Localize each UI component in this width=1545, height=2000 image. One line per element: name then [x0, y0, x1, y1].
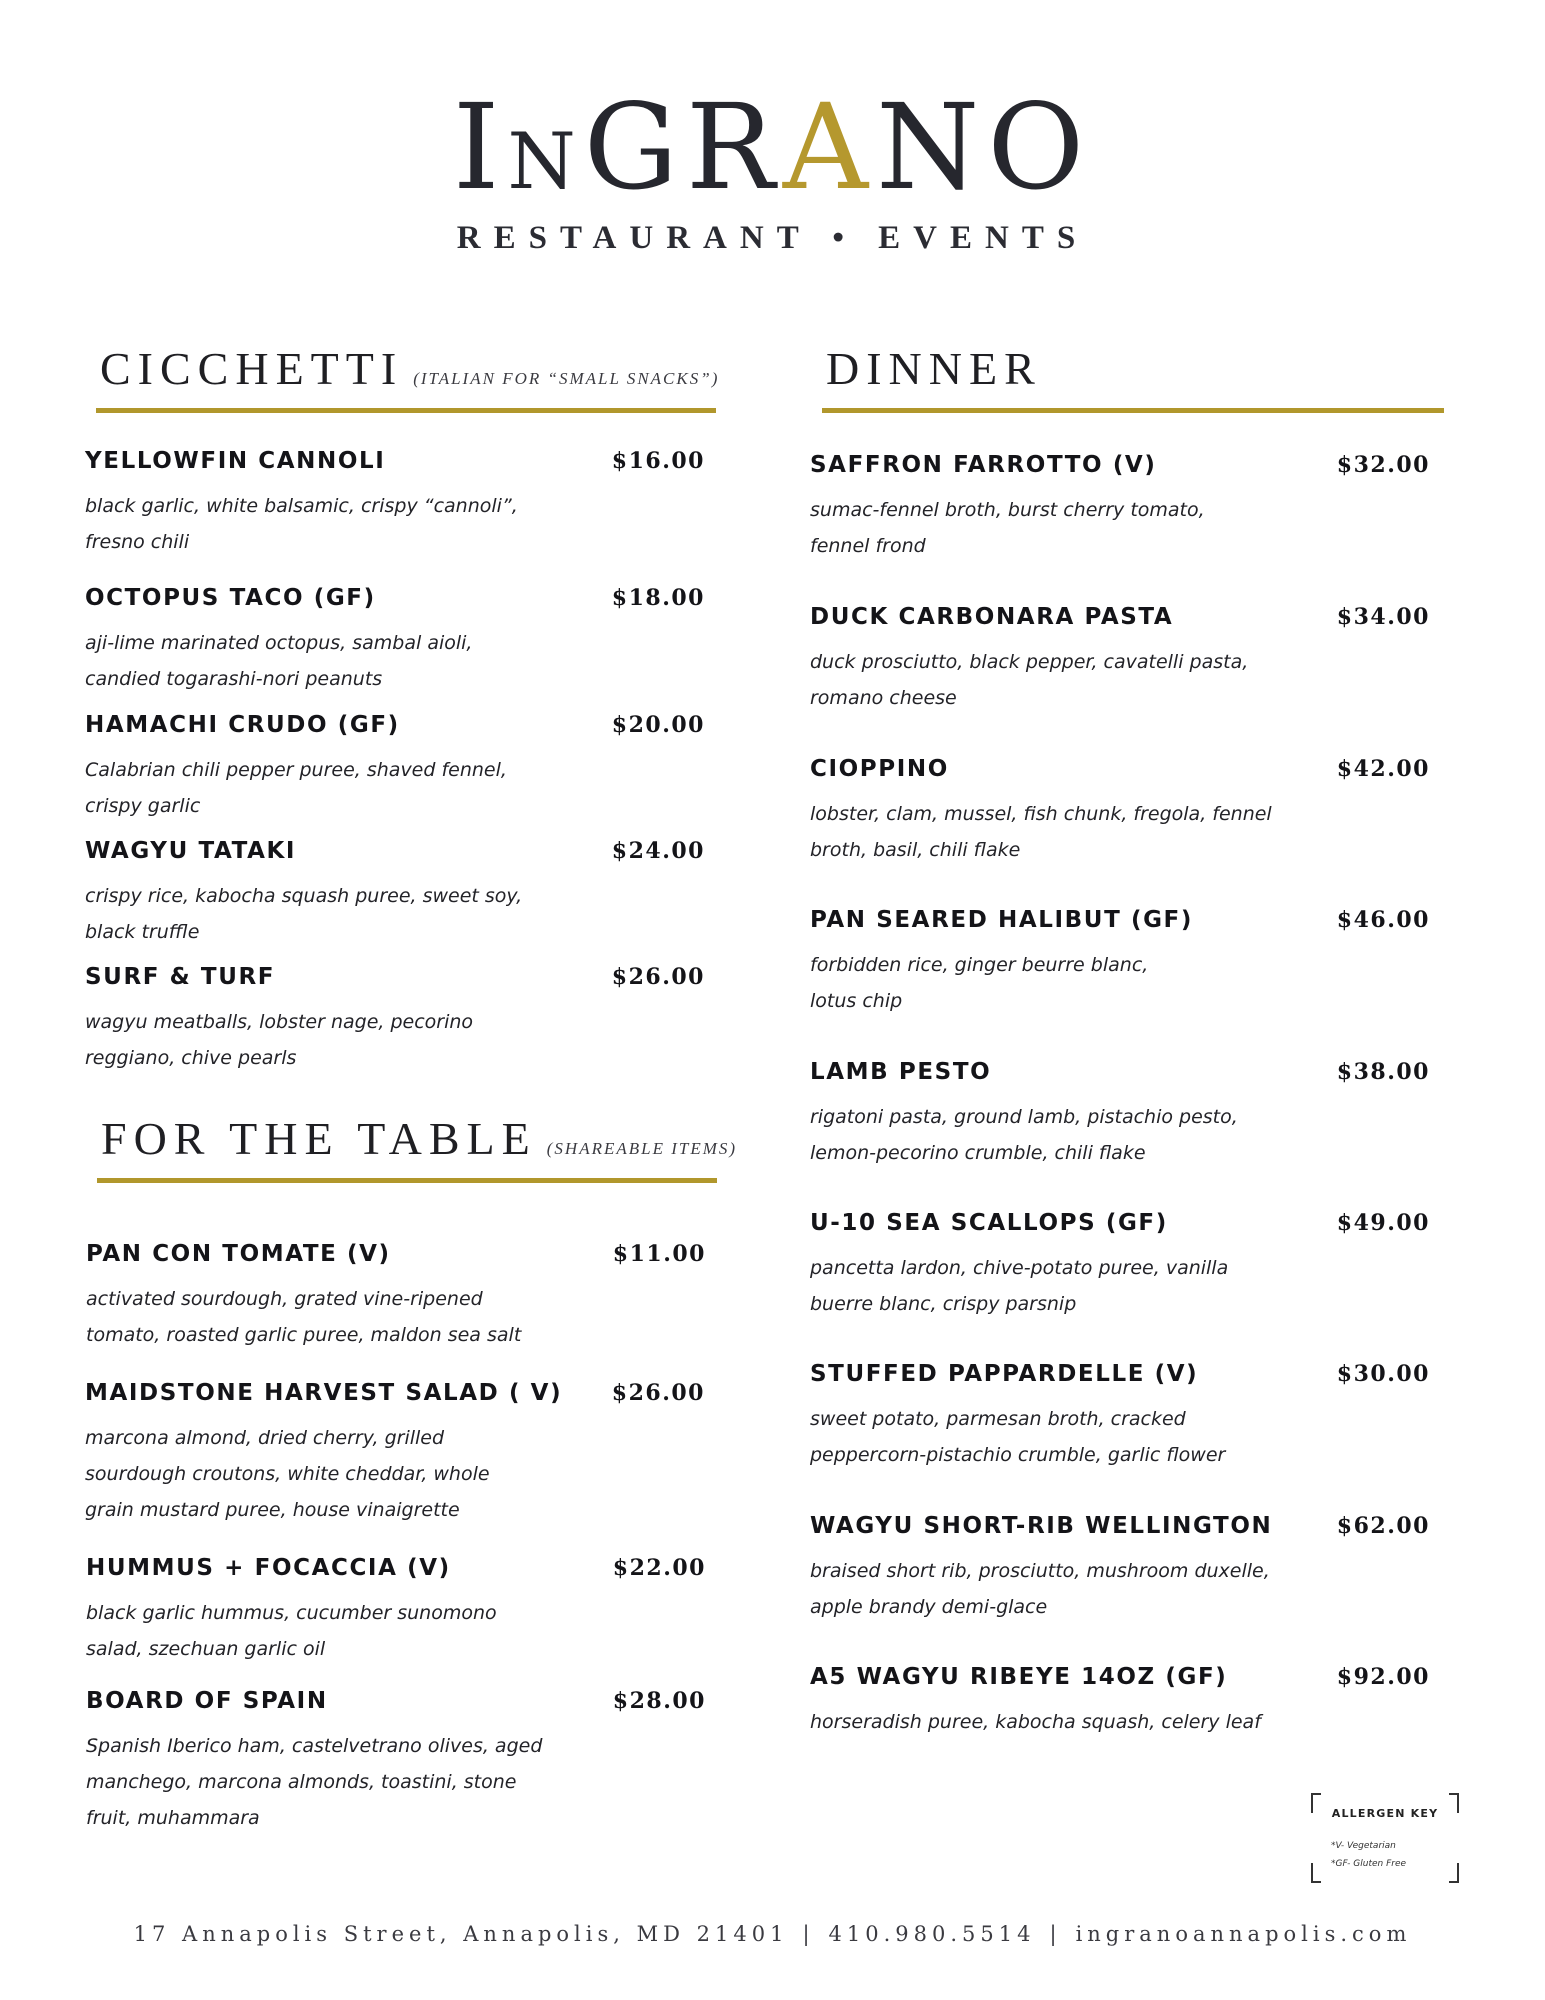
item-price: $92.00: [1336, 1664, 1430, 1690]
item-price: $30.00: [1336, 1361, 1430, 1387]
item-price: $49.00: [1336, 1210, 1430, 1236]
item-description: sumac-fennel broth, burst cherry tomato, fennel frond: [810, 499, 1205, 557]
item-name: WAGYU TATAKI: [85, 838, 297, 864]
allergen-key-title: ALLERGEN KEY: [1331, 1807, 1439, 1820]
item-name: YELLOWFIN CANNOLI: [85, 448, 386, 474]
cicchetti-rule: [96, 408, 716, 413]
footer-phone: 410.980.5514: [828, 1922, 1036, 1946]
item-name: MAIDSTONE HARVEST SALAD ( V): [85, 1380, 563, 1406]
dinner-rule: [822, 408, 1444, 413]
item-name: SAFFRON FARROTTO (V): [810, 452, 1157, 478]
item-name: U-10 SEA SCALLOPS (GF): [810, 1210, 1168, 1236]
restaurant-logo: INGRANO: [452, 78, 1093, 216]
item-price: $62.00: [1336, 1513, 1430, 1539]
item-price: $18.00: [611, 585, 705, 611]
item-description: crispy rice, kabocha squash puree, sweet soy, black truffle: [85, 885, 523, 943]
item-name: A5 WAGYU RIBEYE 14OZ (GF): [810, 1664, 1228, 1690]
item-description: aji-lime marinated octopus, sambal aioli, candied togarashi-nori peanuts: [85, 632, 473, 690]
for-the-table-rule: [97, 1178, 717, 1183]
item-price: $26.00: [611, 964, 705, 990]
item-price: $34.00: [1336, 604, 1430, 630]
item-name: DUCK CARBONARA PASTA: [810, 604, 1174, 630]
item-description: black garlic hummus, cucumber sunomono salad, szechuan garlic oil: [86, 1602, 497, 1660]
footer-contact: 17 Annapolis Street, Annapolis, MD 21401 | 410.980.5514 | ingranoannapolis.com: [133, 1922, 1412, 1946]
item-description: pancetta lardon, chive-potato puree, vanilla buerre blanc, crispy parsnip: [810, 1257, 1229, 1315]
item-name: HUMMUS + FOCACCIA (V): [86, 1555, 451, 1581]
footer-address: 17 Annapolis Street, Annapolis, MD 21401: [133, 1922, 789, 1946]
item-name: PAN SEARED HALIBUT (GF): [810, 907, 1193, 933]
item-price: $24.00: [611, 838, 705, 864]
item-name: BOARD OF SPAIN: [86, 1688, 328, 1714]
item-description: lobster, clam, mussel, fish chunk, fregola, fennel broth, basil, chili flake: [810, 803, 1272, 861]
logo-block: [0, 78, 1545, 257]
item-description: braised short rib, prosciutto, mushroom duxelle, apple brandy demi-glace: [810, 1560, 1270, 1618]
item-price: $22.00: [612, 1555, 706, 1581]
allergen-key-box: [1311, 1793, 1459, 1883]
item-name: OCTOPUS TACO (GF): [85, 585, 376, 611]
item-description: marcona almond, dried cherry, grilled sourdough croutons, white cheddar, whole grain mustard puree, house vinaigrette: [85, 1427, 490, 1521]
for-the-table-heading: [101, 1112, 737, 1165]
item-price: $16.00: [611, 448, 705, 474]
item-price: $32.00: [1336, 452, 1430, 478]
item-description: Spanish Iberico ham, castelvetrano olives, aged manchego, marcona almonds, toastini, stone fruit, muhammara: [86, 1735, 543, 1829]
item-name: STUFFED PAPPARDELLE (V): [810, 1361, 1199, 1387]
item-name: WAGYU SHORT-RIB WELLINGTON: [810, 1513, 1273, 1539]
cicchetti-heading: [100, 342, 719, 395]
item-name: SURF & TURF: [85, 964, 276, 990]
dinner-title: DINNER: [826, 343, 1042, 394]
allergen-key-vegetarian: *V- Vegetarian: [1331, 1841, 1396, 1851]
item-description: sweet potato, parmesan broth, cracked peppercorn-pistachio crumble, garlic flower: [810, 1408, 1226, 1466]
item-price: $28.00: [612, 1688, 706, 1714]
item-description: forbidden rice, ginger beurre blanc, lotus chip: [810, 954, 1149, 1012]
item-price: $38.00: [1336, 1059, 1430, 1085]
item-description: duck prosciutto, black pepper, cavatelli pasta, romano cheese: [810, 651, 1249, 709]
item-description: black garlic, white balsamic, crispy “cannoli”, fresno chili: [85, 495, 518, 553]
item-price: $42.00: [1336, 756, 1430, 782]
wheat-a-letter: A: [782, 78, 877, 216]
item-description: rigatoni pasta, ground lamb, pistachio pesto, lemon-pecorino crumble, chili flake: [810, 1106, 1238, 1164]
cicchetti-subtitle: (ITALIAN FOR “SMALL SNACKS”): [413, 369, 720, 388]
footer-website[interactable]: ingranoannapolis.com: [1075, 1922, 1412, 1946]
item-name: PAN CON TOMATE (V): [86, 1241, 391, 1267]
item-description: horseradish puree, kabocha squash, celery leaf: [810, 1711, 1261, 1733]
item-price: $11.00: [612, 1241, 706, 1267]
dinner-heading: [826, 342, 1042, 395]
item-price: $46.00: [1336, 907, 1430, 933]
for-the-table-subtitle: (SHAREABLE ITEMS): [546, 1139, 738, 1158]
item-name: CIOPPINO: [810, 756, 949, 782]
item-price: $26.00: [611, 1380, 705, 1406]
tagline: RESTAURANT • EVENTS: [456, 220, 1089, 256]
item-name: LAMB PESTO: [810, 1059, 992, 1085]
item-description: wagyu meatballs, lobster nage, pecorino reggiano, chive pearls: [85, 1011, 474, 1069]
for-the-table-title: FOR THE TABLE: [101, 1113, 537, 1164]
allergen-key-gluten-free: *GF- Gluten Free: [1331, 1859, 1407, 1869]
item-description: activated sourdough, grated vine-ripened tomato, roasted garlic puree, maldon sea salt: [86, 1288, 522, 1346]
cicchetti-title: CICCHETTI: [100, 343, 404, 394]
item-description: Calabrian chili pepper puree, shaved fennel, crispy garlic: [85, 759, 507, 817]
item-price: $20.00: [611, 712, 705, 738]
item-name: HAMACHI CRUDO (GF): [85, 712, 400, 738]
